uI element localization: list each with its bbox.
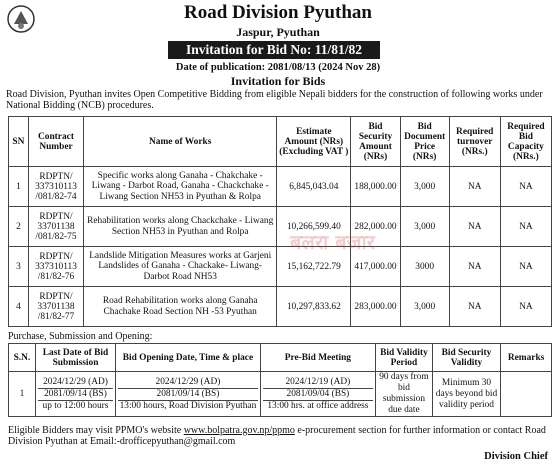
contract-line: /081/82-75: [35, 231, 77, 242]
cell-capacity: NA: [500, 207, 551, 247]
page-subtitle: Jaspur, Pyuthan: [236, 25, 320, 39]
cell-security: 282,000.00: [351, 207, 400, 247]
last-date-bs: 2081/09/14 (BS): [38, 388, 113, 400]
cell-turnover: NA: [449, 287, 500, 327]
footer-text-before: Eligible Bidders may visit PPMO's website: [8, 425, 184, 436]
cell-name: Road Rehabilitation works along Ganaha Chachake Road Section NH -53 Pyuthan: [84, 287, 277, 327]
table-row: [9, 372, 552, 417]
bid-number-banner: Invitation for Bid No: 11/81/82: [168, 41, 380, 59]
opening-bs: 2081/09/14 (BS): [118, 388, 258, 400]
col-security: Bid Security Amount (NRs): [351, 117, 400, 167]
last-date-time: up to 12:00 hours: [38, 400, 113, 412]
cell-contract: [28, 167, 83, 207]
cell-turnover: NA: [449, 247, 500, 287]
table-row: [9, 287, 552, 327]
signature: Division Chief: [484, 451, 548, 462]
col-turnover: Required turnover (NRs.): [449, 117, 500, 167]
col-capacity: Required Bid Capacity (NRs.): [500, 117, 551, 167]
contract-line: RDPTN/: [39, 211, 73, 222]
publication-date: Date of publication: 2081/08/13 (2024 Nov 28): [175, 62, 381, 73]
col-contract: Contract Number: [28, 117, 83, 167]
contract-line: 337310113: [35, 181, 77, 192]
cell-security: 417,000.00: [351, 247, 400, 287]
contract-line: 337310113: [35, 261, 77, 272]
works-table: [8, 116, 552, 327]
cell-name: Rehabilitation works along Chackchake - Liwang Section NH53 in Pyuthan and Rolpa: [84, 207, 277, 247]
cell-sn: 2: [9, 207, 29, 247]
contract-line: /081/82-74: [35, 191, 77, 202]
cell-security: 188,000.00: [351, 167, 400, 207]
col-sn: SN: [9, 117, 29, 167]
cell-name: Specific works along Ganaha - Chakchake - Liwang - Darbot Road, Ganaha - Chackchake - Liwang Section NH53 in Pyuthan & Rolpa: [84, 167, 277, 207]
col-sn: S.N.: [9, 344, 36, 372]
contract-line: /81/82-76: [37, 271, 75, 282]
contract-line: 33701138: [37, 221, 75, 232]
cell-opening: [116, 372, 261, 417]
intro-paragraph: Road Division, Pyuthan invites Open Competitive Bidding from eligible Nepali bidders for the construction of following works under National Bidding (NCB) procedures.: [6, 89, 543, 111]
col-last-date: Last Date of Bid Submission: [35, 344, 115, 372]
cell-amount: 10,297,833.62: [277, 287, 351, 327]
cell-doc-price: 3000: [400, 247, 449, 287]
cell-security-validity: Minimum 30 days beyond bid validity period: [432, 372, 500, 417]
ppmo-link[interactable]: www.bolpatra.gov.np/ppmo: [183, 425, 295, 436]
section-heading: Invitation for Bids: [230, 74, 326, 88]
col-validity: Bid Validity Period: [376, 344, 433, 372]
schedule-table: [8, 343, 552, 417]
cell-capacity: NA: [500, 287, 551, 327]
cell-capacity: NA: [500, 167, 551, 207]
contract-line: /81/82-77: [37, 311, 75, 322]
cell-validity: 90 days from bid submission due date: [376, 372, 433, 417]
col-security-validity: Bid Security Validity: [432, 344, 500, 372]
page-title: Road Division Pyuthan: [184, 2, 372, 23]
cell-prebid: [260, 372, 375, 417]
cell-doc-price: 3,000: [400, 287, 449, 327]
last-date-ad: 2024/12/29 (AD): [43, 376, 108, 387]
cell-remarks: [501, 372, 552, 417]
cell-amount: 10,266,599.40: [277, 207, 351, 247]
prebid-ad: 2024/12/19 (AD): [285, 376, 351, 387]
col-amount: Estimate Amount (NRs) (Excluding VAT ): [277, 117, 351, 167]
contract-line: RDPTN/: [39, 251, 73, 262]
cell-sn: 1: [9, 167, 29, 207]
opening-ad: 2024/12/29 (AD): [155, 376, 221, 387]
cell-turnover: NA: [449, 167, 500, 207]
schedule-label: Purchase, Submission and Opening:: [8, 331, 153, 342]
cell-sn: 1: [9, 372, 36, 417]
col-remarks: Remarks: [501, 344, 552, 372]
cell-name: Landslide Mitigation Measures works at Garjeni Landslides of Ganaha - Chackake- Liwang- Darbot Road NH53: [84, 247, 277, 287]
cell-turnover: NA: [449, 207, 500, 247]
cell-doc-price: 3,000: [400, 207, 449, 247]
cell-contract: [28, 287, 83, 327]
table-row: [9, 247, 552, 287]
col-opening: Bid Opening Date, Time & place: [116, 344, 261, 372]
table-row: [9, 207, 552, 247]
contract-line: 33701138: [37, 301, 75, 312]
contract-line: RDPTN/: [39, 171, 73, 182]
opening-place: 13:00 hours, Road Division Pyuthan: [119, 400, 257, 411]
col-prebid: Pre-Bid Meeting: [260, 344, 375, 372]
cell-contract: [28, 207, 83, 247]
cell-sn: 3: [9, 247, 29, 287]
col-name: Name of Works: [84, 117, 277, 167]
cell-contract: [28, 247, 83, 287]
cell-capacity: NA: [500, 247, 551, 287]
footer-text-after: e-procurement section for further information or contact Road Division Pyuthan at Email:-drofficepyuthan@gmail.com: [8, 425, 546, 447]
cell-last-date: [35, 372, 115, 417]
cell-amount: 15,162,722.79: [277, 247, 351, 287]
watermark-logo: बलरा बजार: [290, 230, 375, 254]
prebid-place: 13:00 hrs. at office address: [263, 400, 373, 412]
header: [0, 0, 556, 88]
cell-doc-price: 3,000: [400, 167, 449, 207]
cell-security: 283,000.00: [351, 287, 400, 327]
table-row: [9, 167, 552, 207]
cell-sn: 4: [9, 287, 29, 327]
col-doc-price: Bid Document Price (NRs): [400, 117, 449, 167]
prebid-bs: 2081/09/04 (BS): [263, 388, 373, 400]
cell-amount: 6,845,043.04: [277, 167, 351, 207]
footer-note: [8, 425, 554, 447]
contract-line: RDPTN/: [39, 291, 73, 302]
